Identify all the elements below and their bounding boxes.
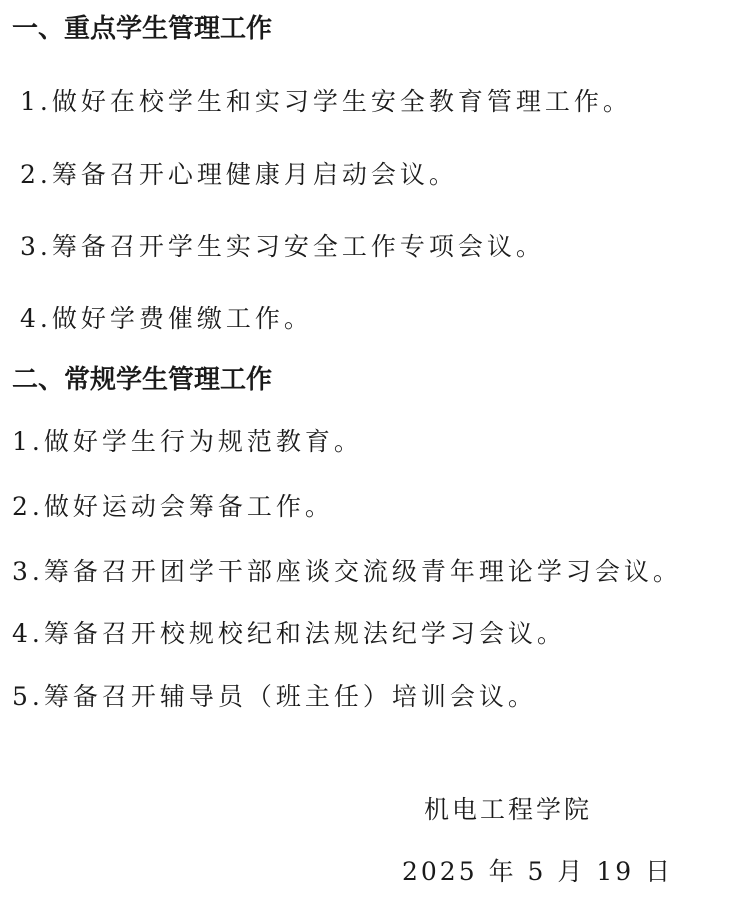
list-item: 4.做好学费催缴工作。 [20, 304, 313, 333]
list-item: 1.做好学生行为规范教育。 [12, 427, 363, 456]
list-item: 1.做好在校学生和实习学生安全教育管理工作。 [20, 87, 632, 116]
signature-org: 机电工程学院 [424, 795, 593, 824]
signature-date: 2025 年 5 月 19 日 [402, 857, 674, 886]
list-item: 2.做好运动会筹备工作。 [12, 492, 334, 521]
list-item: 3.筹备召开团学干部座谈交流级青年理论学习会议。 [12, 557, 682, 586]
list-item: 5.筹备召开辅导员（班主任）培训会议。 [12, 682, 537, 711]
section-heading: 一、重点学生管理工作 [12, 14, 273, 44]
list-item: 3.筹备召开学生实习安全工作专项会议。 [20, 232, 545, 261]
list-item: 2.筹备召开心理健康月启动会议。 [20, 160, 458, 189]
section-heading: 二、常规学生管理工作 [12, 365, 273, 395]
list-item: 4.筹备召开校规校纪和法规法纪学习会议。 [12, 619, 566, 648]
